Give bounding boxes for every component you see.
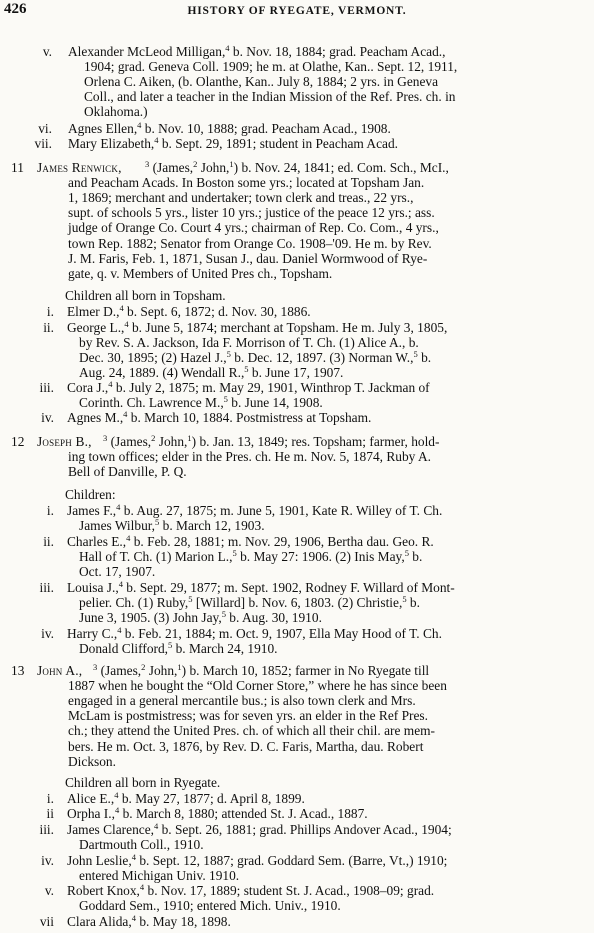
family-13-child-numeral: iv. bbox=[41, 853, 54, 868]
running-title: HISTORY OF RYEGATE, VERMONT. bbox=[187, 5, 407, 17]
family-11-child-line: by Rev. S. A. Jackson, Ida F. Morrison of T. Ch. (1) Alice A., b. bbox=[79, 335, 419, 351]
family-12-child-line: Oct. 17, 1907. bbox=[79, 564, 156, 580]
family-13-child-numeral: ii bbox=[46, 806, 54, 821]
family-11-child-line: Corinth. Ch. Lawrence M.,$^5$ b. June 14, 1908. bbox=[79, 394, 323, 411]
family-11-child-numeral: iii. bbox=[39, 380, 54, 395]
family-12-child-line: pelier. Ch. (1) Ruby,$^5$ [Willard] b. Nov. 6, 1803. (2) Christie,$^5$ b. bbox=[79, 594, 420, 611]
entry-v-line: Orlena C. Aiken, (b. Olanthe, Kan.. July 8, 1884; 2 yrs. in Geneva bbox=[84, 74, 439, 90]
family-12-child-numeral: iv. bbox=[41, 626, 54, 641]
family-13-child-numeral: vii bbox=[39, 914, 54, 929]
family-12-child-numeral: ii. bbox=[43, 534, 54, 549]
family-11-child-line: Dec. 30, 1895; (2) Hazel J.,$^5$ b. Dec. 12, 1897. (3) Norman W.,$^5$ b. bbox=[79, 349, 432, 366]
family-13-head-name: John A., bbox=[37, 663, 83, 678]
family-12-children-heading: Children: bbox=[65, 487, 116, 502]
family-12-child-numeral: iii. bbox=[39, 580, 54, 595]
family-13-child-line: Alice E.,$^4$ b. May 27, 1877; d. April 8, 1899. bbox=[67, 790, 305, 806]
family-11-child-numeral: i. bbox=[46, 304, 54, 319]
family-13-number: 13 bbox=[11, 663, 25, 678]
family-13-child-line: Clara Alida,$^4$ b. May 18, 1898. bbox=[67, 913, 231, 929]
entry-v-line: Coll., and later a teacher in the Indian Mission of the Ref. Pres. ch. in bbox=[84, 89, 456, 105]
family-11-line: J. M. Faris, Feb. 1, 1871, Susan J., dau. Daniel Wormwood of Rye- bbox=[68, 250, 428, 266]
family-13-child-line: Robert Knox,$^4$ b. Nov. 17, 1889; student St. J. Acad., 1908–09; grad. bbox=[67, 882, 435, 898]
entry-v-line: 1904; grad. Geneva Coll. 1909; he m. at Olathe, Kan.. Sept. 12, 1911, bbox=[84, 59, 458, 75]
entry-vi-numeral: vi. bbox=[38, 121, 52, 136]
family-13-line: 1887 when he bought the “Old Corner Store,” where he has since been bbox=[68, 678, 447, 694]
entry-v-line: Alexander McLeod Milligan,$^4$ b. Nov. 18, 1884; grad. Peacham Acad., bbox=[68, 43, 446, 59]
family-13-child-line: Orpha I.,$^4$ b. March 8, 1880; attended St. J. Acad., 1887. bbox=[67, 805, 368, 821]
family-11-line: supt. of schools 5 yrs., lister 10 yrs.; justice of the peace 12 yrs.; ass. bbox=[68, 205, 435, 221]
entry-v-numeral: v. bbox=[42, 44, 52, 59]
family-13-line: McLam is postmistress; was for seven yrs. an elder in the Ref Pres. bbox=[68, 708, 428, 724]
family-11-child-line: Elmer D.,$^4$ b. Sept. 6, 1872; d. Nov. 30, 1886. bbox=[67, 303, 311, 319]
entry-vii-line: Mary Elizabeth,$^4$ b. Sept. 29, 1891; student in Peacham Acad. bbox=[68, 135, 399, 151]
family-12-line: ing town offices; elder in the Pres. ch. He m. Nov. 5, 1874, Ruby A. bbox=[68, 449, 431, 465]
family-11-number: 11 bbox=[11, 160, 24, 175]
family-13-line: ch.; they attend the United Pres. ch. of which all their chil. are mem- bbox=[68, 723, 436, 739]
family-12-number: 12 bbox=[11, 434, 25, 449]
family-12-child-line: Charles E.,$^4$ b. Feb. 28, 1881; m. Nov. 29, 1906, Bertha dau. Geo. R. bbox=[67, 533, 434, 549]
family-11-child-numeral: ii. bbox=[43, 320, 54, 335]
family-12-child-line: James Wilbur,$^5$ b. March 12, 1903. bbox=[79, 517, 265, 534]
page-number: 426 bbox=[4, 1, 27, 17]
family-13-line: Dickson. bbox=[68, 753, 116, 769]
family-12-child-line: James F.,$^4$ b. Aug. 27, 1875; m. June 5, 1901, Kate R. Willey of T. Ch. bbox=[67, 502, 443, 518]
family-13-child-line: James Clarence,$^4$ b. Sept. 26, 1881; grad. Phillips Andover Acad., 1904; bbox=[67, 821, 452, 837]
page-header bbox=[4, 2, 590, 22]
family-11-line: town Rep. 1882; Senator from Orange Co. 1908–'09. He m. by Rev. bbox=[68, 235, 432, 251]
entry-vi-line: Agnes Ellen,$^4$ b. Nov. 10, 1888; grad. Peacham Acad., 1908. bbox=[68, 120, 391, 136]
family-12-child-line: Louisa J.,$^4$ b. Sept. 29, 1877; m. Sept. 1902, Rodney F. Willard of Mont- bbox=[67, 579, 455, 595]
family-11-line: gate, q. v. Members of United Pres ch., Topsham. bbox=[68, 265, 333, 281]
family-11-children-heading: Children all born in Topsham. bbox=[65, 288, 226, 303]
family-11-child-line: Aug. 24, 1889. (4) Wendall R.,$^5$ b. June 17, 1907. bbox=[79, 364, 344, 381]
family-13-child-numeral: i. bbox=[46, 791, 54, 806]
family-12-child-line: Harry C.,$^4$ b. Feb. 21, 1884; m. Oct. 9, 1907, Ella May Hood of T. Ch. bbox=[67, 625, 442, 641]
family-12-line: $^3$ (James,$^2$ John,$^1$) b. Jan. 13, 1849; res. Topsham; farmer, hold- bbox=[103, 433, 440, 449]
family-11-line: $^3$ (James,$^2$ John,$^1$) b. Nov. 24, 1841; ed. Com. Sch., McI., bbox=[145, 159, 449, 175]
family-11-line: and Peacham Acads. In Boston some yrs.; located at Topsham Jan. bbox=[68, 175, 425, 191]
family-13-children-heading: Children all born in Ryegate. bbox=[65, 775, 221, 790]
family-12-child-numeral: i. bbox=[46, 503, 54, 518]
family-13-child-line: entered Michigan Univ. 1910. bbox=[79, 868, 240, 884]
family-13-line: engaged in a general mercantile bus.; is also town clerk and Mrs. bbox=[68, 693, 416, 709]
family-13-line: bers. He m. Oct. 3, 1876, by Rev. D. C. Faris, Martha, dau. Robert bbox=[68, 738, 424, 754]
family-11-child-line: Agnes M.,$^4$ b. March 10, 1884. Postmistress at Topsham. bbox=[67, 409, 372, 425]
family-13-child-numeral: v. bbox=[44, 883, 54, 898]
family-13-child-line: John Leslie,$^4$ b. Sept. 12, 1887; grad. Goddard Sem. (Barre, Vt.,) 1910; bbox=[67, 852, 448, 868]
family-13-line: $^3$ (James,$^2$ John,$^1$) b. March 10, 1852; farmer in No Ryegate till bbox=[93, 662, 430, 678]
family-12-head-name: Joseph B., bbox=[37, 434, 92, 449]
family-13-child-line: Dartmouth Coll., 1910. bbox=[79, 837, 204, 853]
family-11-line: 1, 1869; merchant and undertaker; town clerk and treas., 22 yrs., bbox=[68, 190, 414, 206]
family-11-child-line: George L.,$^4$ b. June 5, 1874; merchant at Topsham. He m. July 3, 1805, bbox=[67, 319, 448, 335]
family-11-child-line: Cora J.,$^4$ b. July 2, 1875; m. May 29, 1901, Winthrop T. Jackman of bbox=[67, 379, 430, 395]
family-13-child-line: Goddard Sem., 1910; entered Mich. Univ., 1910. bbox=[79, 898, 341, 914]
entry-vii-numeral: vii. bbox=[34, 136, 52, 151]
family-12-child-line: June 3, 1905. (3) John Jay,$^5$ b. Aug. 30, 1910. bbox=[79, 609, 322, 626]
family-12-child-line: Hall of T. Ch. (1) Marion L.,$^5$ b. May 27: 1906. (2) Inis May,$^5$ b. bbox=[79, 548, 423, 565]
family-11-child-numeral: iv. bbox=[41, 410, 54, 425]
family-13-child-numeral: iii. bbox=[39, 822, 54, 837]
family-11-head-name: James Renwick, bbox=[37, 160, 122, 175]
family-11-line: judge of Orange Co. Court 4 yrs.; chairman of Rep. Co. Com., 4 yrs., bbox=[68, 220, 439, 236]
family-12-line: Bell of Danville, P. Q. bbox=[68, 464, 187, 480]
family-12-child-line: Donald Clifford,$^5$ b. March 24, 1910. bbox=[79, 640, 278, 657]
entry-v-line: Oklahoma.) bbox=[84, 104, 148, 120]
